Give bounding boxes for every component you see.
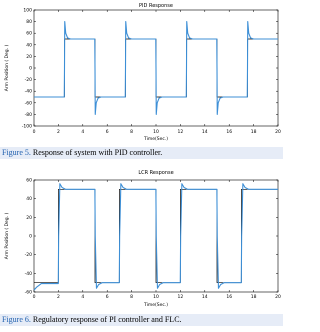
- y-tick-label: 60: [26, 178, 32, 184]
- y-tick-label: -60: [24, 290, 32, 296]
- y-tick-label: -40: [24, 271, 32, 277]
- y-tick-label: 0: [29, 66, 32, 72]
- chart-title: LCR Response: [138, 170, 174, 176]
- y-axis-label: Arm Position ( Deg. ): [5, 44, 10, 92]
- y-tick-label: -100: [21, 124, 32, 130]
- x-tick-label: 2: [56, 130, 60, 135]
- y-tick-label: 100: [23, 8, 32, 14]
- figure-5-text: Response of system with PID controller.: [30, 148, 163, 157]
- x-axis-label: Time(Sec.): [143, 303, 169, 308]
- y-tick-label: 20: [26, 215, 32, 221]
- lcr-response-chart: [0, 164, 283, 314]
- x-tick-label: 10: [153, 295, 159, 300]
- y-tick-label: 60: [26, 31, 32, 37]
- y-tick-label: -40: [24, 89, 32, 95]
- x-tick-label: 0: [32, 130, 36, 135]
- x-tick-label: 8: [130, 130, 134, 135]
- figure-6-caption: [0, 314, 283, 326]
- y-tick-label: 0: [29, 234, 32, 240]
- pid-response-chart: [0, 0, 283, 158]
- y-tick-label: 40: [26, 43, 32, 49]
- x-tick-label: 16: [226, 295, 233, 300]
- x-tick-label: 18: [250, 295, 257, 300]
- y-tick-label: 20: [26, 54, 32, 60]
- x-tick-label: 20: [275, 295, 281, 300]
- x-tick-label: 6: [105, 295, 109, 300]
- chart-title: PID Response: [139, 3, 173, 9]
- figure-5-caption: [0, 147, 283, 159]
- figure-6-text: Regulatory response of PI controller and FLC.: [30, 315, 182, 324]
- x-tick-label: 14: [201, 130, 208, 135]
- x-tick-label: 10: [153, 130, 159, 135]
- x-tick-label: 0: [32, 295, 36, 300]
- x-tick-label: 8: [130, 295, 134, 300]
- figure-6-label: Figure 6.: [2, 315, 31, 324]
- figure-5-label: Figure 5.: [2, 148, 31, 157]
- y-tick-label: -20: [24, 78, 32, 84]
- y-tick-label: -60: [24, 101, 32, 107]
- x-tick-label: 18: [250, 130, 257, 135]
- y-tick-label: 80: [26, 20, 32, 26]
- x-axis-label: Time(Sec.): [143, 137, 169, 142]
- x-tick-label: 4: [81, 295, 85, 300]
- y-tick-label: -20: [24, 253, 32, 259]
- x-tick-label: 4: [81, 130, 85, 135]
- y-axis-label: Arm Position ( Deg. ): [5, 212, 10, 260]
- x-tick-label: 14: [201, 295, 208, 300]
- x-tick-label: 6: [105, 130, 109, 135]
- x-tick-label: 2: [56, 295, 60, 300]
- y-tick-label: 40: [26, 197, 32, 203]
- x-tick-label: 12: [177, 295, 184, 300]
- x-tick-label: 12: [177, 130, 184, 135]
- x-tick-label: 20: [275, 130, 281, 135]
- y-tick-label: -80: [24, 112, 32, 118]
- x-tick-label: 16: [226, 130, 233, 135]
